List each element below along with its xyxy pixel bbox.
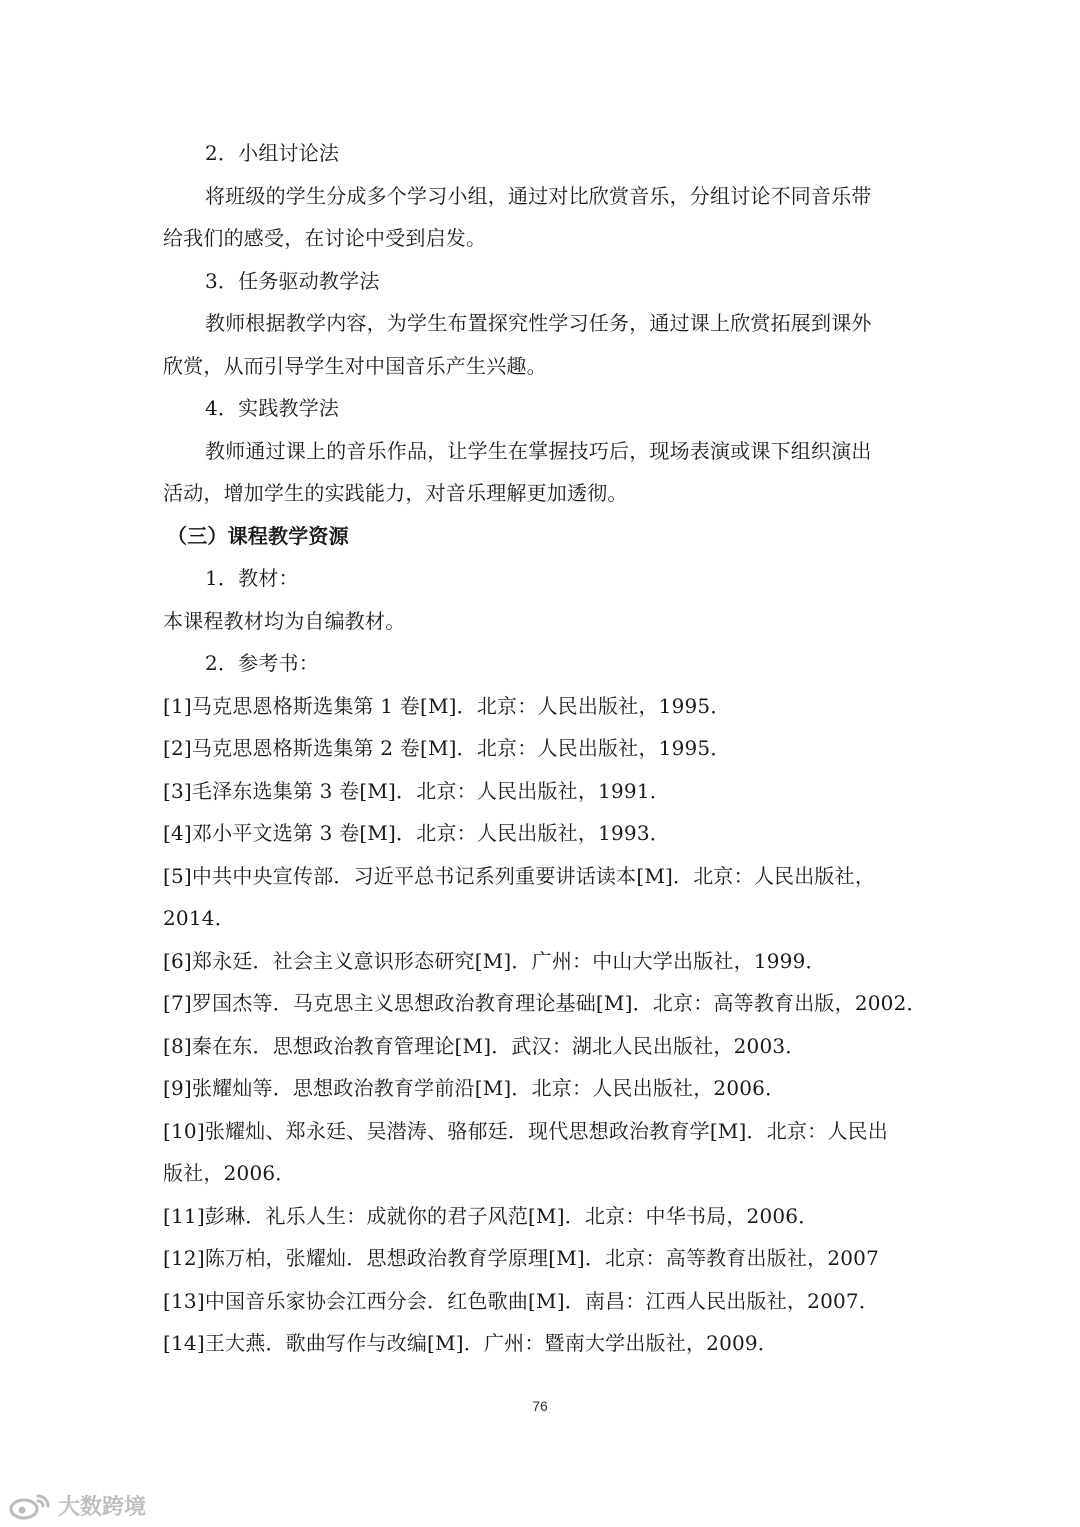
method-3-text-line-1: 教师根据教学内容，为学生布置探究性学习任务，通过课上欣赏拓展到课外 [205, 311, 872, 335]
reference-item: [2]马克思恩格斯选集第 2 卷[M]．北京：人民出版社，1995． [163, 736, 731, 760]
reference-item: [3]毛泽东选集第 3 卷[M]．北京：人民出版社，1991． [163, 778, 670, 803]
reference-item: [13]中国音乐家协会江西分会．红色歌曲[M]．南昌：江西人民出版社，2007． [163, 1288, 880, 1313]
section-heading: （三）课程教学资源 [167, 523, 349, 548]
reference-item: [8]秦在东．思想政治教育管理论[M]．武汉：湖北人民出版社，2003． [163, 1033, 806, 1058]
reference-item: [5]中共中央宣传部．习近平总书记系列重要讲话读本[M]．北京：人民出版社， [163, 863, 876, 888]
reference-item: [11]彭琳．礼乐人生：成就你的君子风范[M]．北京：中华书局，2006． [163, 1203, 819, 1228]
method-4-text-line-2: 活动，增加学生的实践能力，对音乐理解更加透彻。 [163, 481, 628, 505]
references-label: 2．参考书： [205, 651, 319, 675]
reference-item: [10]张耀灿、郑永廷、吴潜涛、骆郁廷．现代思想政治教育学[M]．北京：人民出 [163, 1118, 888, 1143]
weibo-logo-icon [8, 1491, 54, 1521]
reference-item-continuation: 2014． [163, 906, 235, 930]
reference-item: [9]张耀灿等．思想政治教育学前沿[M]．北京：人民出版社，2006． [163, 1076, 786, 1100]
watermark [8, 1490, 146, 1521]
method-2-text-line-1: 将班级的学生分成多个学习小组，通过对比欣赏音乐，分组讨论不同音乐带 [205, 183, 872, 208]
reference-list [163, 685, 927, 1365]
reference-item: [1]马克思恩格斯选集第 1 卷[M]．北京：人民出版社，1995． [163, 693, 731, 718]
method-3-heading: 3．任务驱动教学法 [205, 268, 380, 293]
reference-item: [14]王大燕．歌曲写作与改编[M]．广州：暨南大学出版社，2009． [163, 1331, 779, 1355]
reference-item: [4]邓小平文选第 3 卷[M]．北京：人民出版社，1993． [163, 821, 670, 845]
method-2-text-line-2: 给我们的感受，在讨论中受到启发。 [163, 226, 487, 250]
reference-item: [7]罗国杰等．马克思主义思想政治教育理论基础[M]．北京：高等教育出版，2002． [163, 991, 927, 1015]
reference-item-continuation: 版社，2006． [163, 1161, 296, 1185]
reference-item: [12]陈万柏，张耀灿．思想政治教育学原理[M]．北京：高等教育出版社，2007 [163, 1246, 880, 1270]
method-4-text-line-1: 教师通过课上的音乐作品，让学生在掌握技巧后，现场表演或课下组织演出 [205, 438, 872, 463]
page-number: 76 [532, 1398, 548, 1414]
watermark-text: 大数跨境 [58, 1495, 147, 1520]
textbook-label: 1．教材： [205, 566, 299, 590]
page-content [163, 132, 927, 1365]
method-3-text-line-2: 欣赏，从而引导学生对中国音乐产生兴趣。 [163, 353, 547, 378]
method-2-heading: 2．小组讨论法 [205, 141, 340, 165]
textbook-text: 本课程教材均为自编教材。 [163, 608, 406, 633]
method-4-heading: 4．实践教学法 [205, 396, 340, 420]
reference-item: [6]郑永廷．社会主义意识形态研究[M]．广州：中山大学出版社，1999． [163, 948, 826, 973]
